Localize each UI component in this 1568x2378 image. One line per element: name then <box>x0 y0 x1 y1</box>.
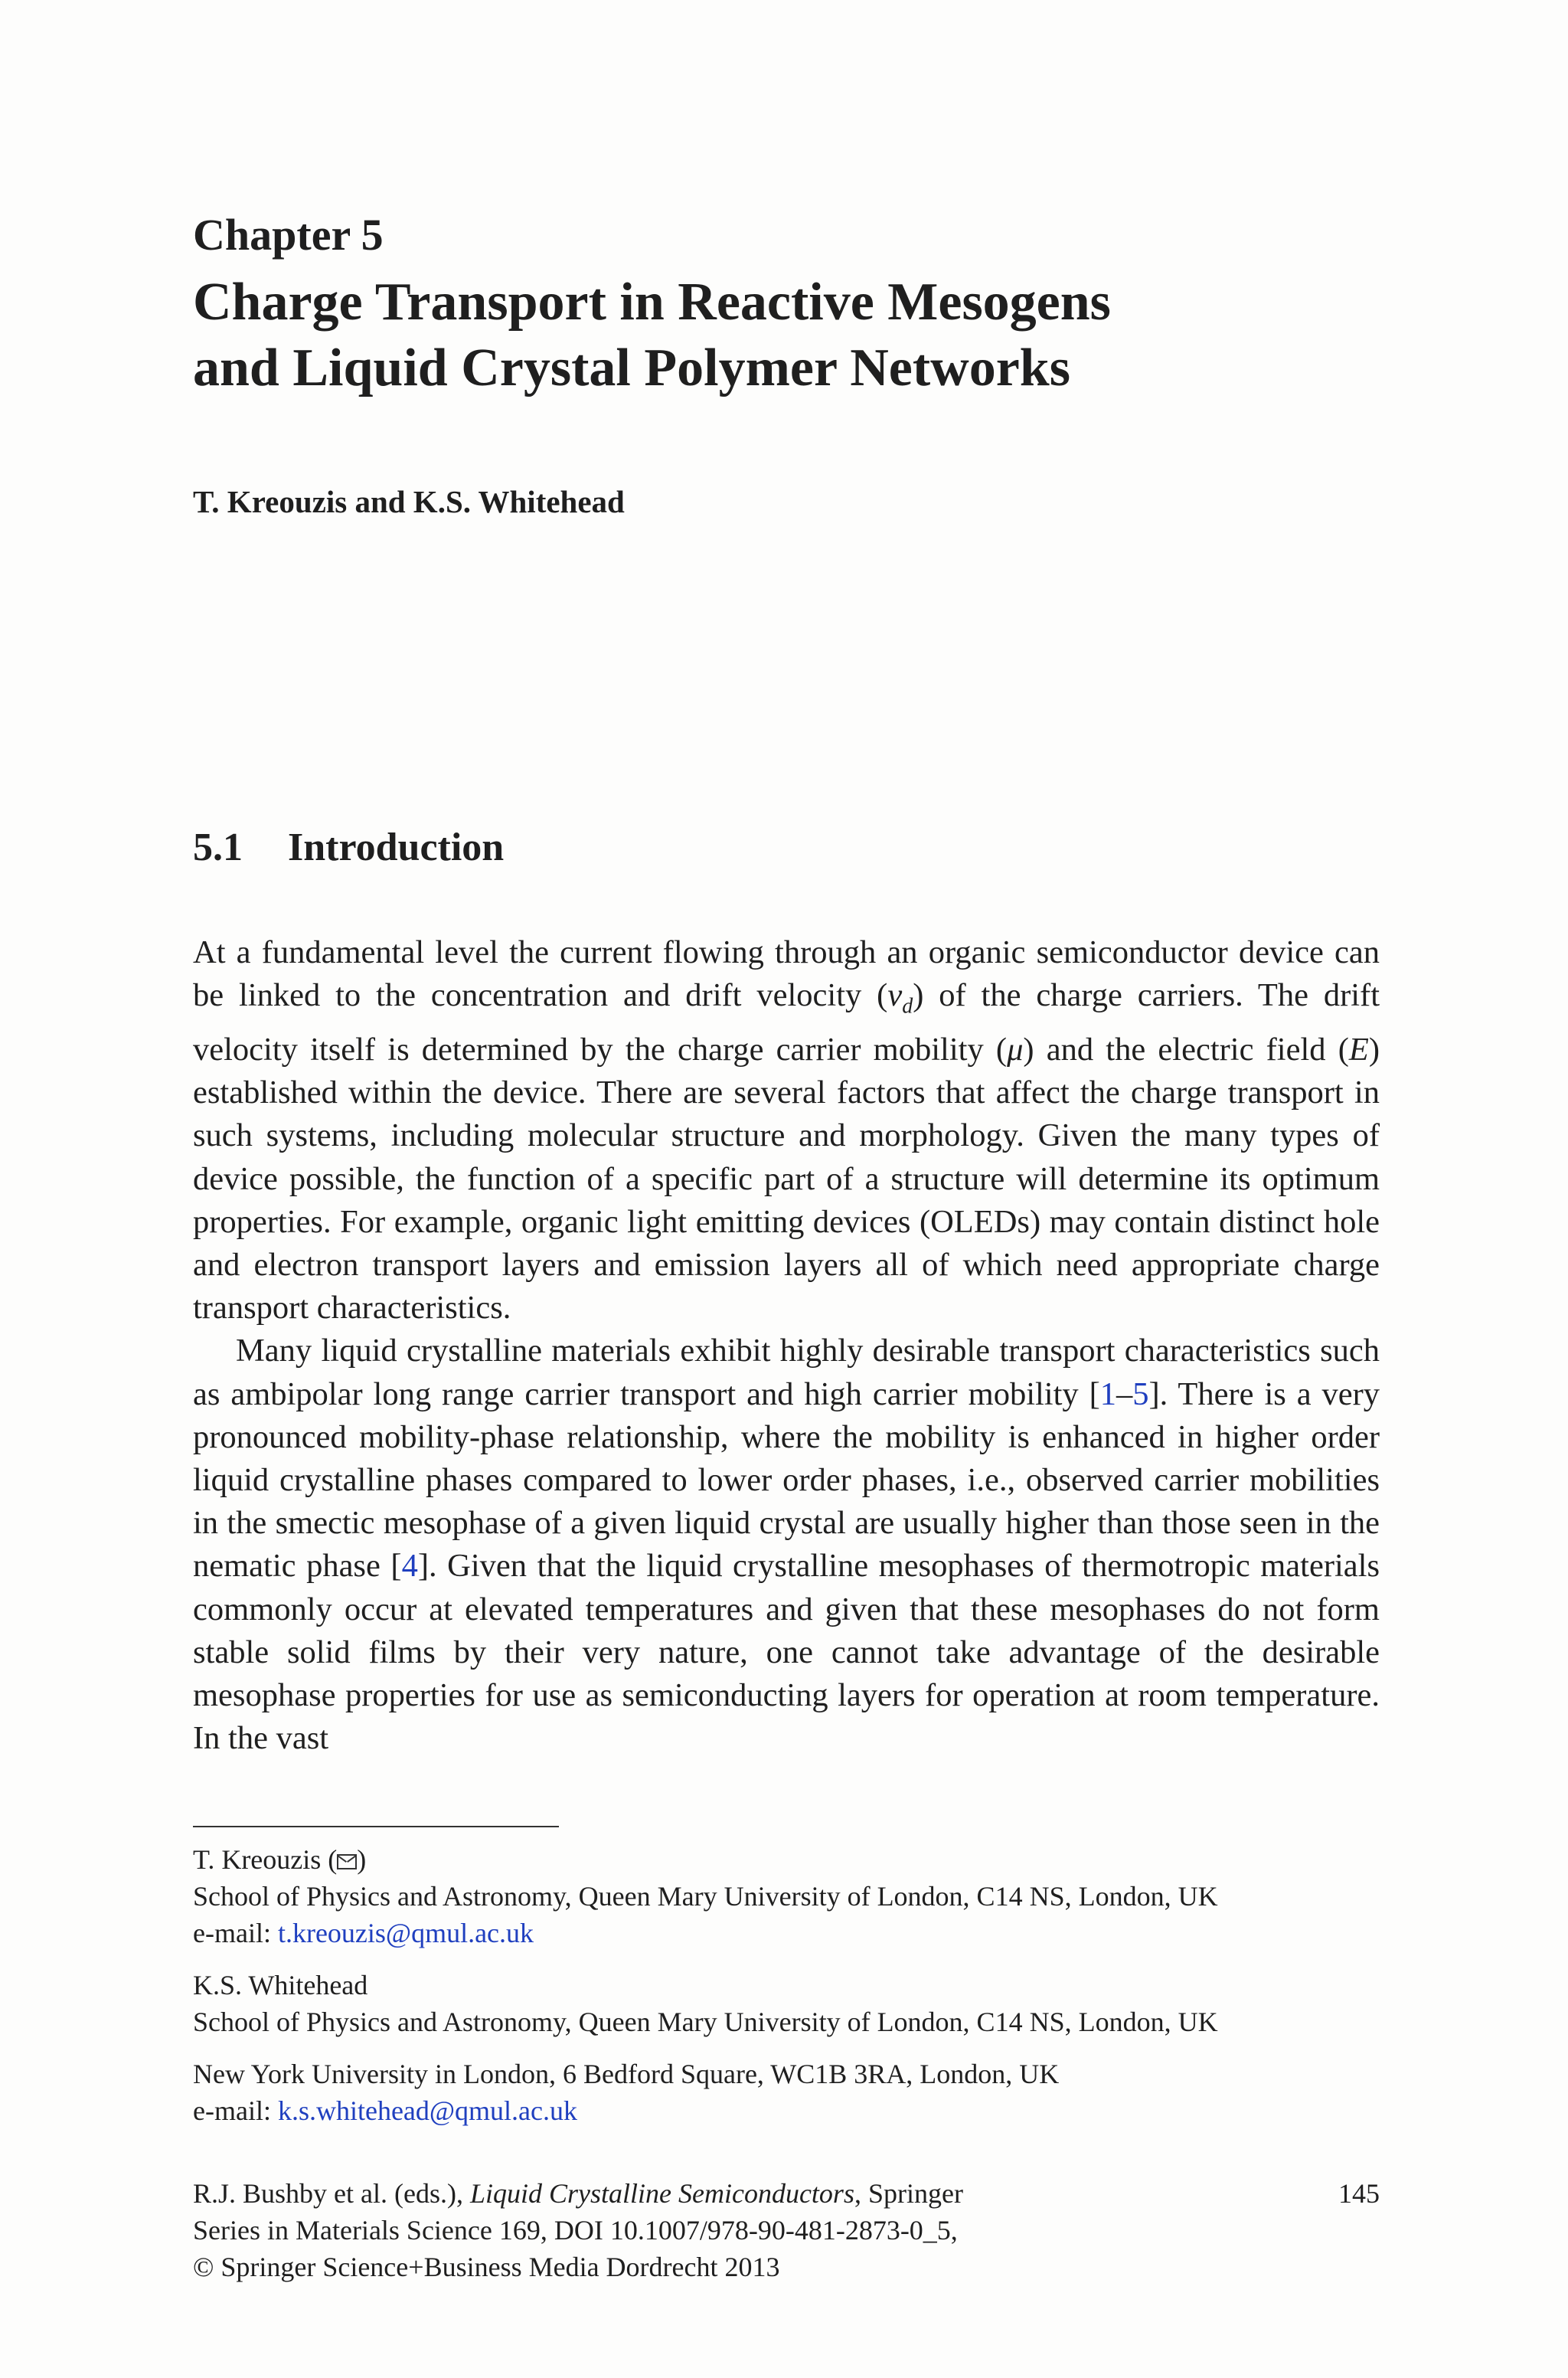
paragraph-2-text-c: ]. Given that the liquid crystalline mesophases of thermotropic materials commonly occur at elevated temperatures and given that these mesophases do not form stable solid films by their very nature, one cannot take advantage of the desirable mesophase properties for use as semiconducting layers for operation at room temperature. In the vast <box>193 1548 1380 1757</box>
author-1-affiliation: School of Physics and Astronomy, Queen Mary University of London, C14 NS, London, UK <box>193 1881 1218 1912</box>
section-number: 5.1 <box>193 826 243 869</box>
reference-link-4[interactable]: 4 <box>401 1548 418 1585</box>
author-2-affiliation: School of Physics and Astronomy, Queen Mary University of London, C14 NS, London, UK <box>193 2007 1218 2037</box>
author-1-footnote <box>193 1841 1387 1951</box>
author-1-name-close: ) <box>357 1844 367 1875</box>
paragraph-1-text-c: ) and the electric field ( <box>1023 1031 1349 1068</box>
paragraph-1-text-a: At a fundamental level the current flowing through an organic semiconductor device can be linked to the concentration and drift velocity ( <box>193 934 1380 1014</box>
paragraph-2-text-a: Many liquid crystalline materials exhibit highly desirable transport characteristics such as ambipolar long range carrier transport and high carrier mobility [ <box>193 1333 1380 1412</box>
author-footnotes <box>193 1841 1387 2144</box>
section-title: Introduction <box>288 826 505 869</box>
chapter-title-line-1: Charge Transport in Reactive Mesogens <box>193 273 1111 332</box>
citation-line-3: © Springer Science+Business Media Dordrecht 2013 <box>193 2252 780 2282</box>
book-citation <box>193 2175 1387 2285</box>
author-1-email-link[interactable]: t.kreouzis@qmul.ac.uk <box>277 1918 534 1948</box>
section-heading <box>193 823 504 872</box>
page-number: 145 <box>1338 2178 1380 2209</box>
drift-velocity-subscript: d <box>902 994 913 1019</box>
author-2-footnote-second <box>193 2056 1387 2129</box>
mobility-symbol: μ <box>1007 1031 1024 1068</box>
author-2-email-label: e-mail: <box>193 2095 278 2126</box>
paragraph-1 <box>193 931 1380 1330</box>
footnote-divider <box>193 1826 559 1827</box>
author-2-email-line <box>193 2092 1387 2129</box>
citation-book-title: Liquid Crystalline Semiconductors <box>469 2178 854 2209</box>
paragraph-2-text-b: ]. There is a very pronounced mobility-phase relationship, where the mobility is enhanced in higher order liquid crystalline phases compared to lower order phases, i.e., observed carrier mobilities in the smectic mesophase of a given liquid crystal are usually higher than those seen in the nematic phase [ <box>193 1375 1380 1585</box>
reference-range-dash: – <box>1116 1375 1133 1412</box>
chapter-number: Chapter 5 <box>193 210 384 260</box>
author-1-email-line <box>193 1915 1387 1951</box>
paragraph-1-text-d: ) established within the device. There are several factors that affect the charge transport in such systems, including molecular structure and morphology. Given the many types of device possible, the function of a specific part of a structure will determine its optimum properties. For example, organic light emitting devices (OLEDs) may contain distinct hole and electron transport layers and emission layers all of which need appropriate charge transport characteristics. <box>193 1031 1380 1326</box>
citation-editors: R.J. Bushby et al. (eds.), <box>193 2178 470 2209</box>
author-1-name-text: T. Kreouzis ( <box>193 1844 338 1875</box>
author-1-email-label: e-mail: <box>193 1918 278 1948</box>
electric-field-symbol: E <box>1348 1031 1369 1068</box>
chapter-title-line-2: and Liquid Crystal Polymer Networks <box>193 339 1070 397</box>
reference-link-1[interactable]: 1 <box>1099 1375 1116 1412</box>
chapter-authors: T. Kreouzis and K.S. Whitehead <box>193 484 625 519</box>
author-1-name <box>193 1841 1387 1878</box>
drift-velocity-symbol <box>887 977 913 1019</box>
chapter-title <box>193 270 1387 401</box>
citation-line-2: Series in Materials Science 169, DOI 10.1007/978-90-481-2873-0_5, <box>193 2215 958 2246</box>
paragraph-1-text-b: ) of the charge carriers. The drift velocity itself is determined by the charge carrier mobility ( <box>193 977 1380 1068</box>
drift-velocity-v: v <box>887 977 903 1014</box>
author-2-email-link[interactable]: k.s.whitehead@qmul.ac.uk <box>277 2095 578 2126</box>
citation-line-1 <box>193 2175 1387 2212</box>
reference-link-5[interactable]: 5 <box>1132 1375 1149 1412</box>
body-text <box>193 931 1380 1760</box>
citation-publisher: , Springer <box>854 2178 963 2209</box>
author-2-footnote <box>193 1967 1387 2040</box>
author-2-affiliation-2: New York University in London, 6 Bedford Square, WC1B 3RA, London, UK <box>193 2059 1060 2089</box>
envelope-icon <box>337 1854 357 1869</box>
author-2-name: K.S. Whitehead <box>193 1970 368 2000</box>
paragraph-2 <box>193 1330 1380 1760</box>
